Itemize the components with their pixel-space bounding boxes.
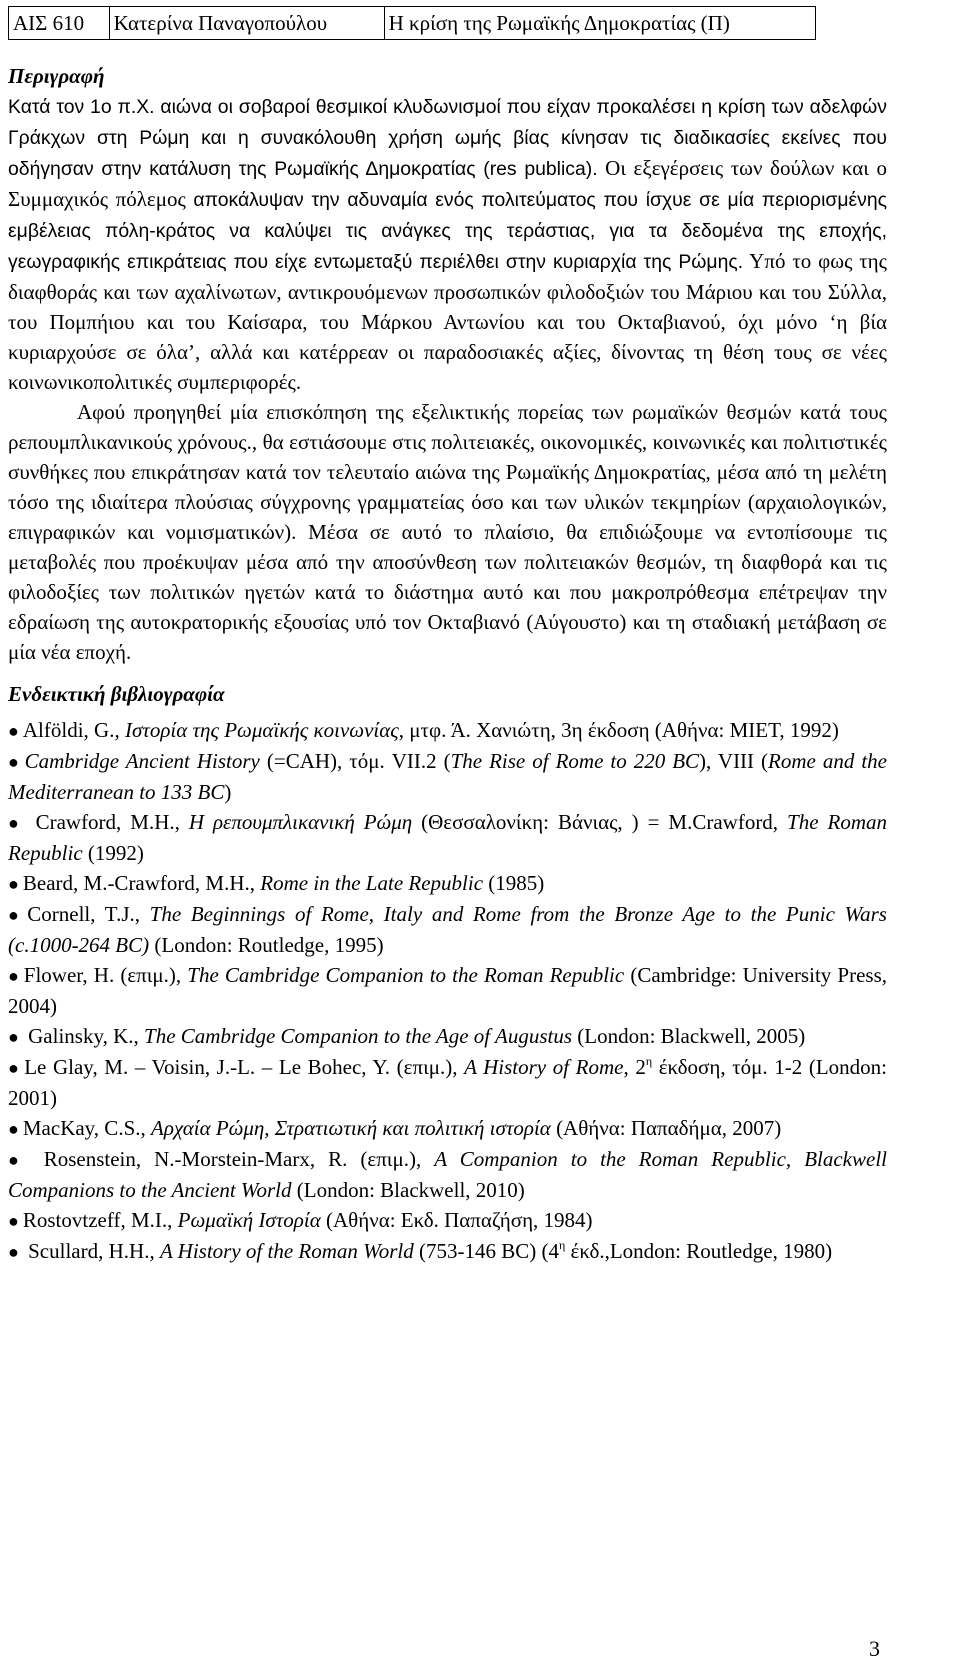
bib-details: , μτφ. Ά. Χανιώτη, 3η έκδοση (Αθήνα: ΜΙΕΤ, 1992) — [398, 718, 839, 742]
bib-details: (London: Routledge, 1995) — [149, 933, 384, 957]
bibliography-item — [8, 868, 887, 899]
bib-title: The Cambridge Companion to the Roman Republic — [187, 963, 625, 987]
bib-title: The Cambridge Companion to the Age of Augustus — [144, 1024, 572, 1048]
bibliography-item — [8, 1052, 887, 1113]
description-text: Κατά τον 1ο π.Χ. αιώνα οι σοβαροί θεσμικοί κλυδωνισμοί που είχαν προκαλέσει η κρίση των αδελφών Γράκχων στη Ρώμη και η συνακόλουθη χρήση ωμής βίας κίνησαν τις διαδικασίες εκείνες που οδήγησαν στην κατάλυση της Ρωμαϊκής Δημοκρατίας (res publica). — [8, 96, 887, 180]
bib-details: (753-146 BC) (4 — [413, 1239, 559, 1263]
bibliography-item — [8, 807, 887, 868]
bibliography-list — [8, 715, 887, 1267]
bib-author: Cornell, T.J., — [27, 902, 150, 926]
bib-title: A History of Rome — [464, 1055, 624, 1079]
bib-author: Rosenstein, N.-Morstein-Marx, R. (επιμ.), — [43, 1147, 435, 1171]
page-number: 3 — [869, 1636, 880, 1661]
bullet-icon: ● — [8, 721, 19, 741]
bib-author: Flower, H. (επιμ.), — [23, 963, 188, 987]
course-header-table — [8, 6, 816, 40]
bib-title: The Rise of Rome to 220 BC — [450, 749, 700, 773]
bib-details: (1985) — [483, 871, 545, 895]
bib-title: Rome and the Mediterranean to 133 BC — [8, 749, 887, 804]
bibliography-item — [8, 1144, 887, 1205]
bibliography-item — [8, 960, 887, 1021]
bullet-icon: ● — [8, 1058, 21, 1078]
bullet-icon: ● — [8, 813, 23, 833]
bibliography-item — [8, 1236, 887, 1267]
bib-details: (Αθήνα: Εκδ. Παπαζήση, 1984) — [320, 1208, 593, 1232]
bib-title: Ιστορία της Ρωμαϊκής κοινωνίας — [124, 718, 399, 742]
bullet-icon: ● — [8, 1242, 19, 1262]
bibliography-item — [8, 1113, 887, 1144]
bib-details: (Cambridge: University Press, 2004) — [8, 963, 887, 1018]
bib-details: (Αθήνα: Παπαδήμα, 2007) — [550, 1116, 782, 1140]
bib-author: Beard, M.-Crawford, M.H., — [22, 871, 261, 895]
bibliography-heading: Ενδεικτική βιβλιογραφία — [8, 682, 225, 706]
bullet-icon: ● — [8, 966, 20, 986]
instructor-name: Κατερίνα Παναγοπούλου — [109, 7, 384, 40]
description-text: Υπό το φως της διαφθοράς και των αχαλίνωτων, αντικρουόμενων προσωπικών φιλοδοξιών του Μάριου και του Σύλλα, του Πομπήιου και του Καίσαρα, του Μάρκου Αντωνίου και του Οκταβιανού, όχι μόνο ‘η βία κυριαρχούσε σε όλα’, αλλά και κατέρρεαν οι παραδοσιακές αξίες, δίνοντας τη θέση τους σε νέες κοινωνικοπολιτικές συμπεριφορές. — [8, 249, 887, 394]
bib-author: Le Glay, M. – Voisin, J.-L. – Le Bohec, Y. (επιμ.), — [24, 1055, 465, 1079]
bib-title: Rome in the Late Republic — [260, 871, 484, 895]
bib-title: A Companion to the Roman Republic, Blackwell Companions to the Ancient World — [8, 1147, 888, 1202]
bibliography-item — [8, 1021, 887, 1052]
description-paragraph-2: Αφού προηγηθεί μία επισκόπηση της εξελικτικής πορείας των ρωμαϊκών θεσμών κατά τους ρεπουμπλικανικούς χρόνους., θα εστιάσουμε στις πολιτειακές, οικονομικές, κοινωνικές και πολιτιστικές συνθήκες που επικράτησαν κατά τον τελευταίο αιώνα της Ρωμαϊκής Δημοκρατίας, μέσα από τη μελέτη τόσο της ιδιαίτερα πλούσιας σύγχρονης γραμματείας όσο και των υλικών τεκμηρίων (αρχαιολογικών, επιγραφικών και νομισματικών). Μέσα σε αυτό το πλαίσιο, θα επιδιώξουμε να εντοπίσουμε τις μεταβολές που προέκυψαν μέσα από την αποσύνθεση των πολιτειακών θεσμών, τη διαφθορά και τις φιλοδοξίες των πολιτικών ηγετών κατά το διάστημα αυτό και που μακροπρόθεσμα επέτρεψαν την εδραίωση της αυτοκρατορικής εξουσίας υπό τον Οκταβιανό (Αύγουστο) και τη σταδιακή μετάβαση σε μία νέα εποχή. — [8, 400, 887, 664]
bib-title: The Roman Republic — [8, 810, 888, 865]
course-code: ΑΙΣ 610 — [9, 7, 110, 40]
bib-details: ), VIII ( — [699, 749, 769, 773]
bib-title: A History of the Roman World — [159, 1239, 414, 1263]
bib-title: Αρχαία Ρώμη, Στρατιωτική και πολιτική ιστορία — [151, 1116, 551, 1140]
bibliography-item — [8, 746, 887, 807]
bib-details: (London: Blackwell, 2010) — [291, 1178, 525, 1202]
bibliography-item — [8, 715, 887, 746]
bib-author: Rostovtzeff, M.I., — [22, 1208, 178, 1232]
bib-title: Cambridge Ancient History — [24, 749, 260, 773]
bib-author: Galinsky, K., — [28, 1024, 145, 1048]
bullet-icon: ● — [8, 1211, 19, 1231]
bullet-icon: ● — [8, 1027, 19, 1047]
bullet-icon: ● — [8, 1150, 27, 1170]
bib-title: Η ρεπουμπλικανική Ρώμη — [188, 810, 413, 834]
description-heading: Περιγραφή — [8, 64, 105, 88]
description-text: αποκάλυψαν την αδυναμία ενός πολιτεύματος που ίσχυε σε μία περιορισμένης εμβέλειας πόλη-κράτος να καλύψει τις ανάγκες της τεράστιας, για τα δεδομένα της εποχής, γεωγραφικής επικράτειας που είχε εντωμεταξύ περιέλθει στην κυριαρχία της Ρώμης. — [8, 189, 887, 273]
bullet-icon: ● — [8, 752, 21, 772]
bibliography-item — [8, 1205, 887, 1236]
bib-details: (=CAH), τόμ. VII.2 ( — [259, 749, 451, 773]
bib-superscript: η — [645, 1054, 653, 1068]
bullet-icon: ● — [8, 905, 24, 925]
bib-details: (1992) — [82, 841, 144, 865]
bib-title: The Beginnings of Rome, Italy and Rome from the Bronze Age to the Punic Wars (c.1000-264 BC) — [8, 902, 887, 957]
bib-author: MacKay, C.S., — [22, 1116, 151, 1140]
bullet-icon: ● — [8, 1119, 19, 1139]
bib-details: έκδοση, τόμ. 1-2 (London: 2001) — [8, 1055, 888, 1110]
bibliography-item — [8, 899, 887, 960]
bib-details: ) — [224, 780, 232, 804]
bib-details: (Θεσσαλονίκη: Βάνιας, ) = M.Crawford, — [412, 810, 788, 834]
bib-details: (London: Blackwell, 2005) — [572, 1024, 806, 1048]
document-page — [8, 6, 887, 1267]
bib-superscript: η — [558, 1238, 566, 1252]
bib-details: έκδ.,London: Routledge, 1980) — [565, 1239, 833, 1263]
bib-author: Scullard, H.H., — [28, 1239, 160, 1263]
course-title: Η κρίση της Ρωμαϊκής Δημοκρατίας (Π) — [384, 7, 815, 40]
bib-title: Ρωμαϊκή Ιστορία — [177, 1208, 321, 1232]
bib-details: , 2 — [623, 1055, 646, 1079]
bib-author: Alföldi, G., — [22, 718, 125, 742]
bullet-icon: ● — [8, 874, 19, 894]
bib-author: Crawford, M.H., — [35, 810, 189, 834]
description-paragraph-1 — [8, 91, 887, 397]
description-text: Οι εξεγέρσεις των δούλων και ο Συμμαχικός πόλεμος — [8, 156, 887, 211]
